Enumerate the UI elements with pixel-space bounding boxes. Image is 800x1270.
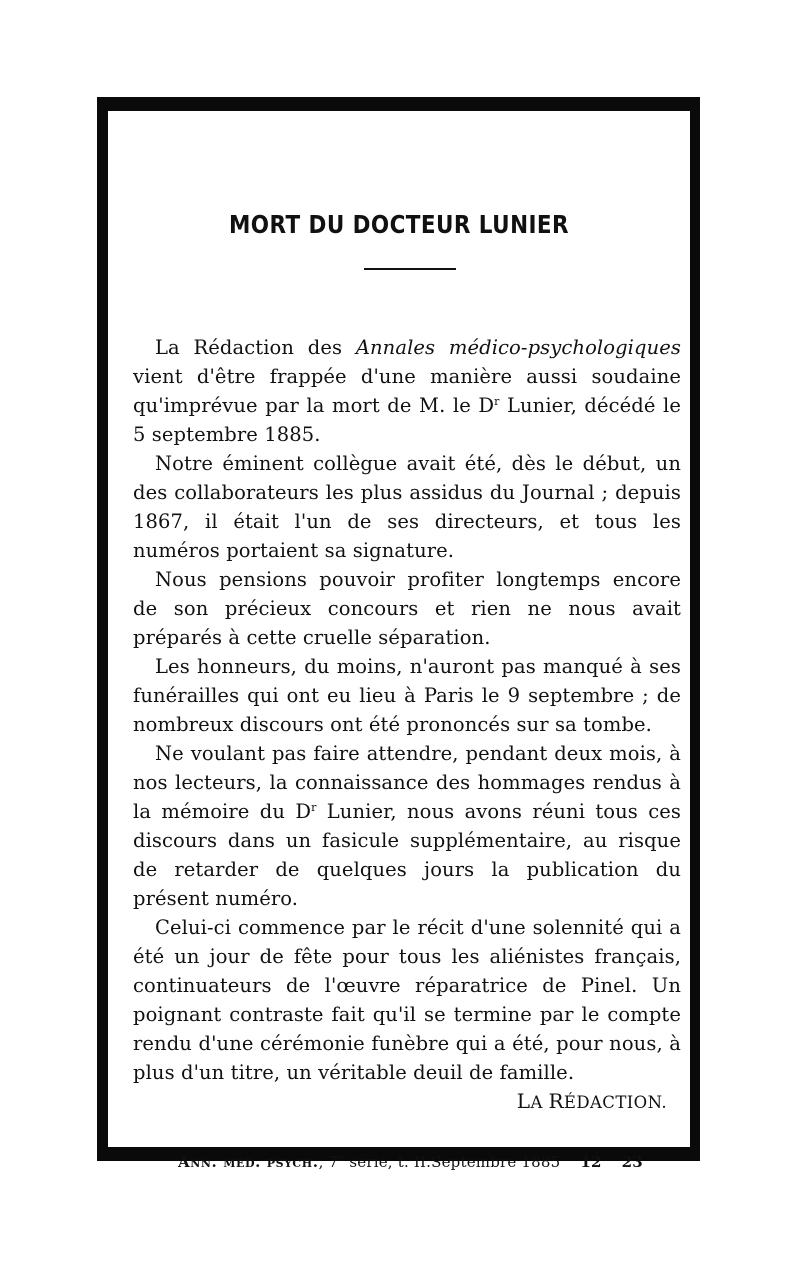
signature-rest-edaction: ÉDACTION. <box>563 1093 667 1112</box>
paragraph-3: Nous pensions pouvoir profiter longtemps encore de son précieux concours et rien ne nous avait préparés à cette cruelle séparation. <box>133 568 681 649</box>
footer-series-sup: e <box>338 1153 345 1164</box>
paragraph-1-rest: Lunier, décédé le 5 septembre 1885. <box>133 394 681 446</box>
article-body <box>133 333 681 1117</box>
signature-rest-a: A <box>530 1093 543 1112</box>
paragraph-1-middle: vient d'être frappée d'une manière aussi soudaine qu'imprévue par la mort de M. le D <box>133 365 681 417</box>
paragraph-5-lead: Ne voulant pas faire attendre, pendant deux mois, à nos lecteurs, la connaissance des hommages rendus à la mémoire du D <box>133 742 681 823</box>
footer-series-prefix: , 7 <box>318 1153 339 1171</box>
footer-signature-mark: 23 <box>621 1153 643 1171</box>
footer-series-rest: série, t. II.Septembre 1885 <box>344 1153 561 1171</box>
paragraph-5-rest: Lunier, nous avons réuni tous ces discours dans un fasicule supplémentaire, au risque de retarder de quelques jours la publication du présent numéro. <box>133 800 681 910</box>
signature-la-redaction <box>133 1087 681 1117</box>
footer-journal-abbrev: Ann. méd. psych. <box>178 1153 319 1171</box>
paragraph-6: Celui-ci commence par le récit d'une solennité qui a été un jour de fête pour tous les aliénistes français, continuateurs de l'œuvre réparatrice de Pinel. Un poignant contraste fait qu'il se termine par le compte rendu d'une cérémonie funèbre qui a été, pour nous, à plus d'un titre, un véritable deuil de famille. <box>133 916 681 1084</box>
page-footer <box>178 1153 643 1171</box>
doctor-abbrev-sup: r <box>311 801 317 814</box>
paragraph-1-lead: La Rédaction des <box>155 336 356 359</box>
signature-cap-r: R <box>548 1089 564 1113</box>
title-divider-rule <box>364 268 456 270</box>
paragraph-5 <box>133 739 681 913</box>
paragraph-2: Notre éminent collègue avait été, dès le début, un des collaborateurs les plus assidus du Journal ; depuis 1867, il était l'un de ses directeurs, et tous les numéros portaient sa signature. <box>133 452 681 562</box>
mourning-border-frame <box>97 97 700 1161</box>
journal-name: Annales médico-psychologiques <box>355 336 681 359</box>
article-title: MORT DU DOCTEUR LUNIER <box>228 210 570 239</box>
signature-cap-l: L <box>516 1089 531 1113</box>
footer-sheet-number: 12 <box>580 1153 602 1171</box>
doctor-abbrev-sup: r <box>494 395 500 408</box>
paragraph-1 <box>133 333 681 449</box>
paragraph-4: Les honneurs, du moins, n'auront pas manqué à ses funérailles qui ont eu lieu à Paris le 9 septembre ; de nombreux discours ont été prononcés sur sa tombe. <box>133 655 681 736</box>
